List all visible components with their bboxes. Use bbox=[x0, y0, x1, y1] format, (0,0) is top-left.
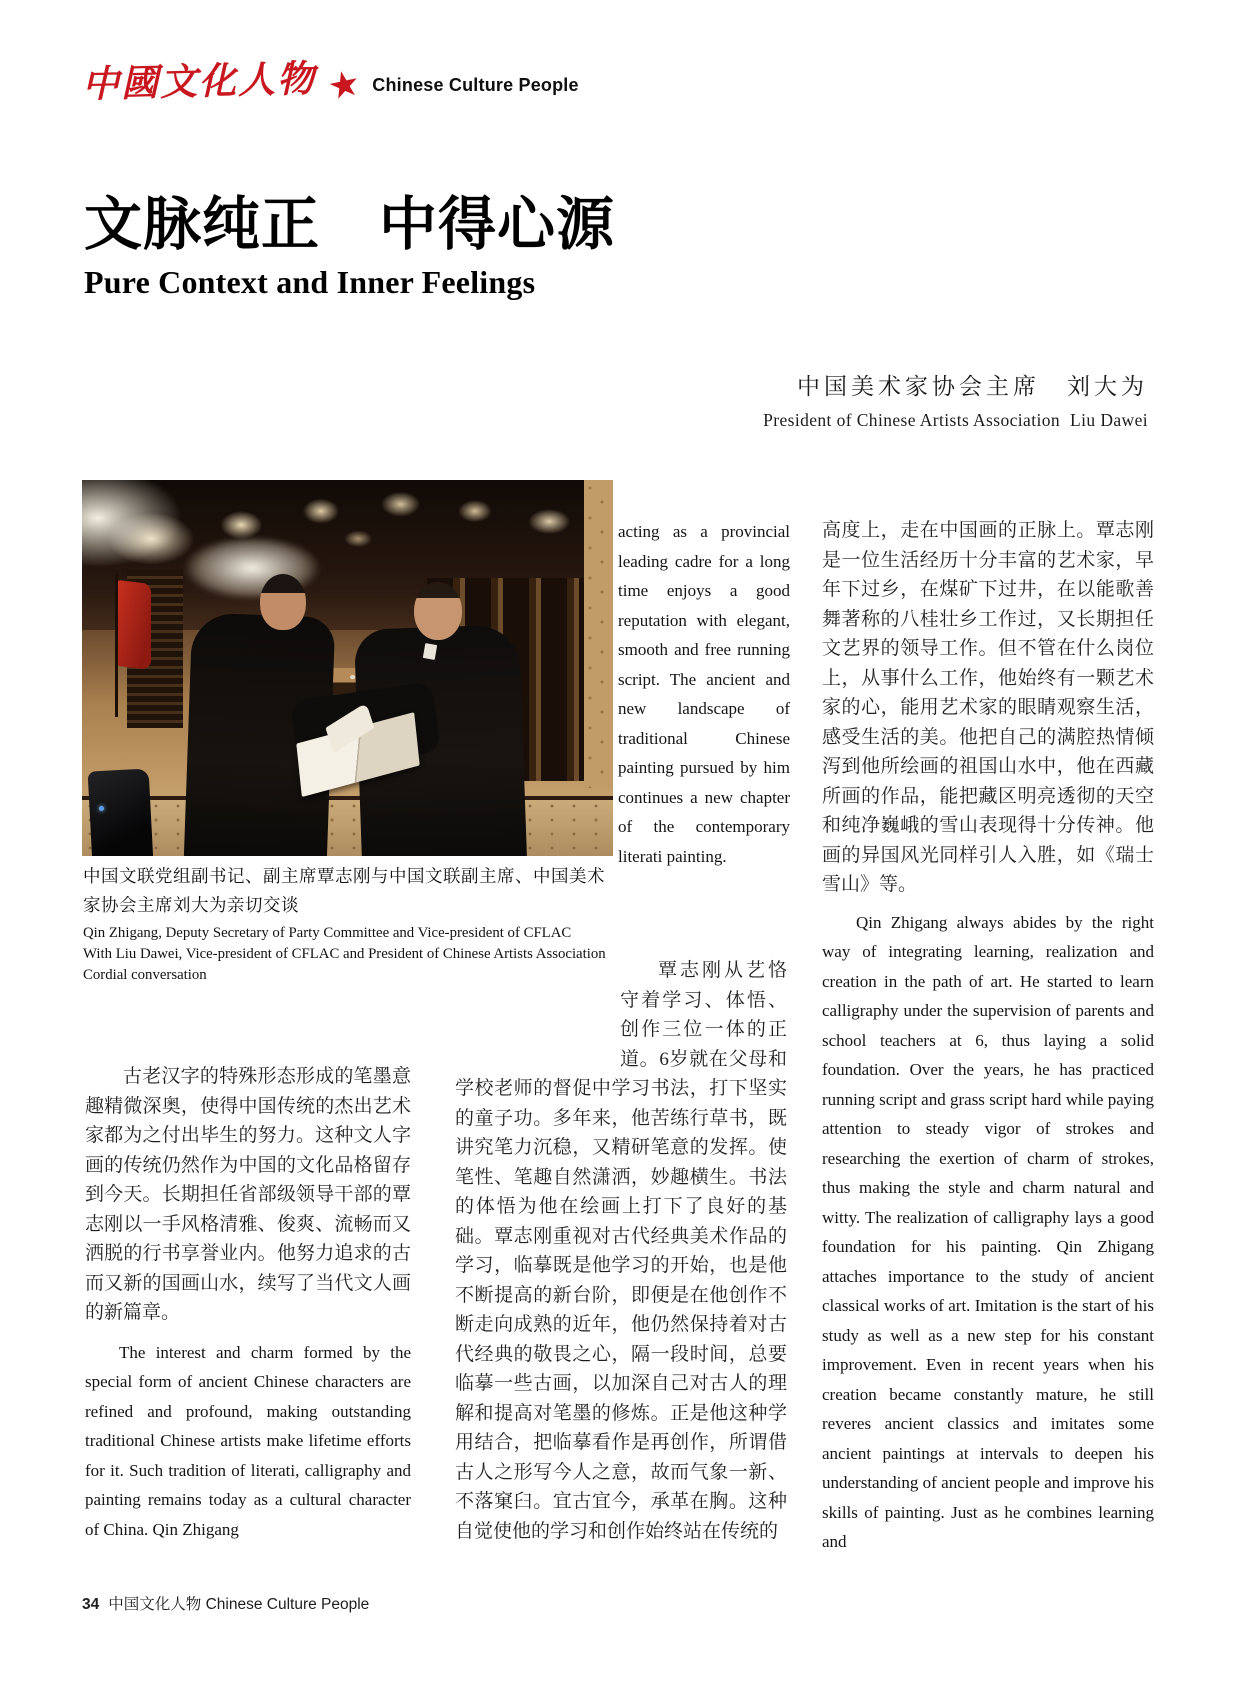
byline-en-title: President of Chinese Artists Association bbox=[763, 410, 1061, 430]
photo-speaker-led bbox=[99, 806, 104, 811]
article-title-block bbox=[84, 190, 615, 301]
page-footer bbox=[82, 1592, 369, 1614]
masthead bbox=[81, 58, 579, 109]
byline-cn: 中国美术家协会主席 刘大为 bbox=[797, 374, 1148, 399]
column-2 bbox=[455, 956, 787, 1546]
photo-caption-cn: 中国文联党组副书记、副主席覃志刚与中国文联副主席、中国美术家协会主席刘大为亲切交谈 bbox=[83, 866, 605, 915]
page-number: 34 bbox=[82, 1596, 100, 1613]
article-photo bbox=[82, 480, 613, 856]
photo-man-right-head bbox=[414, 582, 462, 640]
photo-red-flag bbox=[118, 579, 151, 670]
article-title-en: Pure Context and Inner Feelings bbox=[84, 263, 536, 300]
article-title-cn: 文脉纯正 中得心源 bbox=[84, 192, 616, 257]
caption-wrap-spacer bbox=[455, 956, 620, 1074]
photo-speaker-box bbox=[88, 768, 154, 856]
magazine-logo-en: Chinese Culture People bbox=[372, 75, 579, 95]
col1-paragraph-en: The interest and charm formed by the special form of ancient Chinese characters are refined and profound, making outstanding traditional Chinese artists make lifetime efforts for it. Such tradition of literati, calligraphy and painting remains today as a cultural character of China. Qin Zhigang bbox=[85, 1342, 411, 1539]
column-2-intro bbox=[618, 517, 790, 871]
col3-paragraph-en: Qin Zhigang always abides by the right way of integrating learning, realization and creation in the path of art. He started to learn calligraphy under the supervision of parents and school teachers at 6, thus laying a solid foundation. Over the years, he has practiced running script and grass script hard while paying attention to steady vigor of strokes and researching the exertion of charm of strokes, thus making the style and charm natural and witty. The realization of calligraphy lays a good foundation for his painting. Qin Zhigang attaches importance to the study of ancient classical works of art. Imitation is the start of his study as well as a new step for his constant improvement. Even in recent years when his creation became constantly mature, he still reveres ancient classics and imitates some ancient paintings at intervals to deepen his understanding of ancient people and improve his skills of painting. Just as he combines learning and bbox=[822, 912, 1154, 1551]
byline-en-name: Liu Dawei bbox=[1070, 410, 1148, 430]
photo-carpet-floor bbox=[82, 800, 613, 856]
byline bbox=[763, 368, 1148, 431]
magazine-logo-cn: 中國文化人物 bbox=[81, 58, 317, 107]
col2-intro-paragraph-en: acting as a provincial leading cadre for a long time enjoys a good reputation with elegant, smooth and free running script. The ancient and new landscape of traditional Chinese painting pursued by him continues a new chapter of the contemporary literati painting. bbox=[618, 522, 790, 866]
byline-en bbox=[763, 410, 1148, 431]
col2-paragraph-cn: 覃志刚从艺恪守着学习、体悟、创作三位一体的正道。6岁就在父母和学校老师的督促中学习书法，打下坚实的童子功。多年来，他苦练行草书，既讲究笔力沉稳，又精研笔意的发挥。使笔性、笔趣自然潇洒，妙趣横生。书法的体悟为他在绘画上打下了良好的基础。覃志刚重视对古代经典美术作品的学习，临摹既是他学习的开始，也是他不断提高的新台阶，即便是在他创作不断走向成熟的近年，他仍然保持着对古代经典的敬畏之心，隔一段时间，总要临摹一些古画，以加深自己对古人的理解和提高对笔墨的修炼。正是他这种学用结合，把临摹看作是再创作，所谓借古人之形写今人之意，故而气象一新、不落窠臼。宜古宜今，承革在胸。这种自觉使他的学习和创作始终站在传统的 bbox=[455, 960, 787, 1542]
photo-man-left-head bbox=[260, 574, 306, 630]
column-1 bbox=[85, 1062, 411, 1544]
col3-paragraph-cn: 高度上，走在中国画的正脉上。覃志刚是一位生活经历十分丰富的艺术家，早年下过乡，在煤矿下过井，在以能歌善舞著称的八桂壮乡工作过，又长期担任文艺界的领导工作。但不管在什么岗位上，从事什么工作，他始终有一颗艺术家的心，能用艺术家的眼睛观察生活，感受生活的美。他把自己的满腔热情倾泻到他所绘画的祖国山水中，他在西藏所画的作品，能把藏区明亮透彻的天空和纯净巍峨的雪山表现得十分传神。他画的异国风光同样引人入胜，如《瑞士雪山》等。 bbox=[822, 520, 1154, 895]
photo-floral-wallpaper bbox=[584, 480, 613, 788]
photo-caption-en-line3: Cordial conversation bbox=[83, 967, 207, 983]
footer-magazine-cn: 中国文化人物 bbox=[108, 1596, 202, 1613]
photo-caption-en-line1: Qin Zhigang, Deputy Secretary of Party Committee and Vice-president of CFLAC bbox=[83, 925, 572, 941]
star-icon: ★ bbox=[324, 62, 365, 109]
footer-magazine-en: Chinese Culture People bbox=[205, 1596, 370, 1613]
col1-paragraph-cn: 古老汉字的特殊形态形成的笔墨意趣精微深奥，使得中国传统的杰出艺术家都为之付出毕生的努力。这种文人字画的传统仍然作为中国的文化品格留存到今天。长期担任省部级领导干部的覃志刚以一手风格清雅、俊爽、流畅而又洒脱的行书享誉业内。他努力追求的古而又新的国画山水，续写了当代文人画的新篇章。 bbox=[85, 1066, 411, 1323]
column-3 bbox=[822, 516, 1154, 1557]
photo-caption-en-line2: With Liu Dawei, Vice-president of CFLAC and President of Chinese Artists Association bbox=[83, 946, 606, 962]
